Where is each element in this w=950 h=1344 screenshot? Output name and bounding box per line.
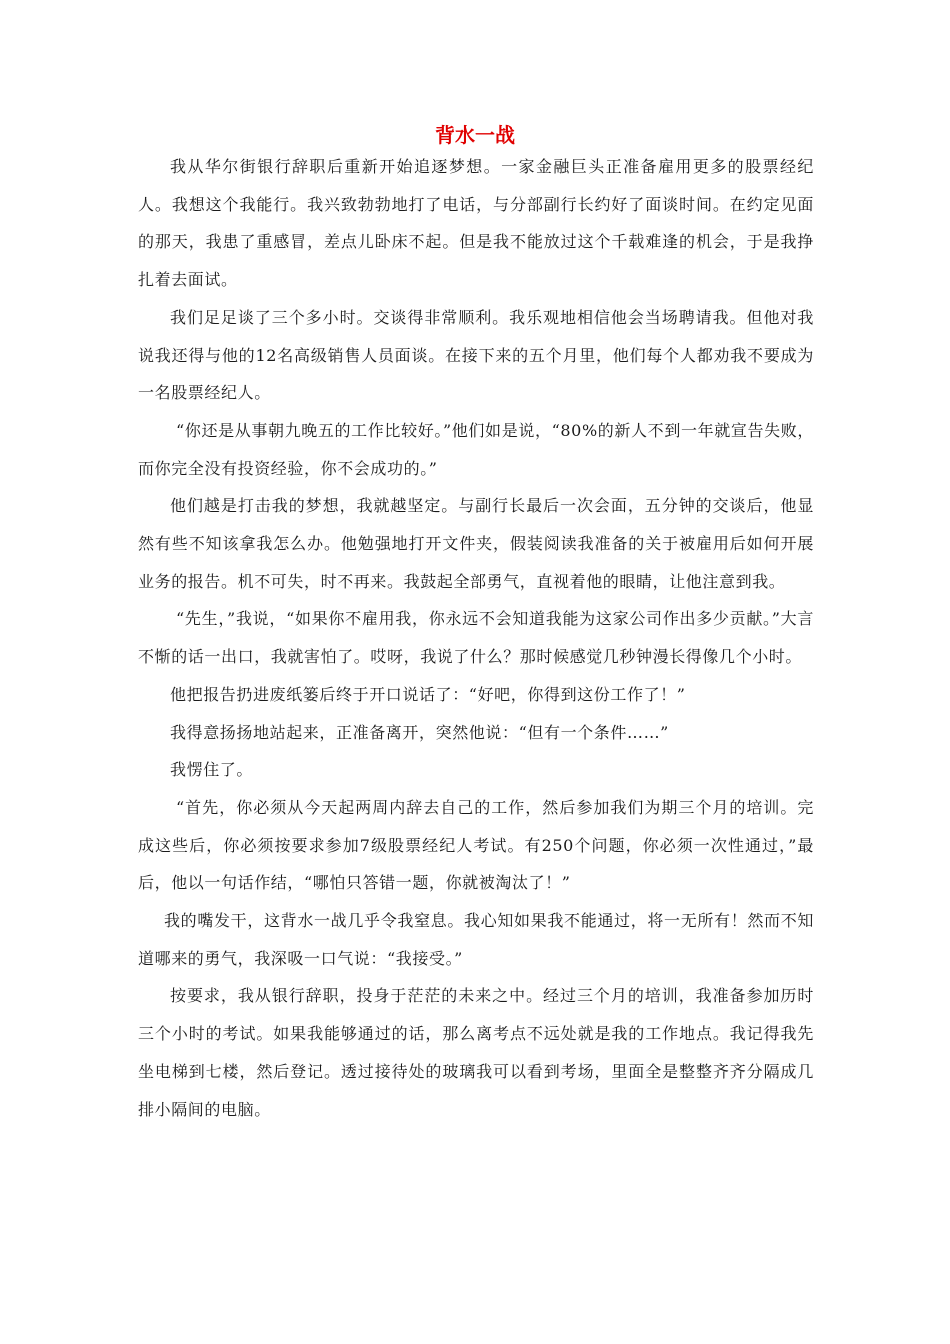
paragraph: “先生，”我说，“如果你不雇用我，你永远不会知道我能为这家公司作出多少贡献。”大言不惭的话一出口，我就害怕了。哎呀，我说了什么？那时候感觉几秒钟漫长得像几个小时。 [138, 609, 814, 667]
paragraph: 按要求，我从银行辞职，投身于茫茫的未来之中。经过三个月的培训，我准备参加历时三个小时的考试。如果我能够通过的话，那么离考点不远处就是我的工作地点。我记得我先坐电梯到七楼，然后登记。透过接待处的玻璃我可以看到考场，里面全是整整齐齐分隔成几排小隔间的电脑。 [138, 986, 814, 1119]
paragraph: 他们越是打击我的梦想，我就越坚定。与副行长最后一次会面，五分钟的交谈后，他显然有些不知该拿我怎么办。他勉强地打开文件夹，假装阅读我准备的关于被雇用后如何开展业务的报告。机不可失，时不再来。我鼓起全部勇气，直视着他的眼睛，让他注意到我。 [138, 496, 814, 591]
document-title: 背水一战 [435, 123, 515, 147]
paragraph: 我们足足谈了三个多小时。交谈得非常顺利。我乐观地相信他会当场聘请我。但他对我说我还得与他的12名高级销售人员面谈。在接下来的五个月里，他们每个人都劝我不要成为一名股票经纪人。 [138, 307, 814, 403]
paragraph: “首先，你必须从今天起两周内辞去自己的工作，然后参加我们为期三个月的培训。完成这些后，你必须按要求参加7级股票经纪人考试。有250个问题，你必须一次性通过，”最后，他以一句话作结，“哪怕只答错一题，你就被淘汰了！” [138, 797, 814, 893]
paragraph: 他把报告扔进废纸篓后终于开口说话了：“好吧，你得到这份工作了！” [170, 684, 686, 704]
paragraph: 我的嘴发干，这背水一战几乎令我窒息。我心知如果我不能通过，将一无所有！然而不知道哪来的勇气，我深吸一口气说：“我接受。” [138, 911, 814, 968]
paragraph: 我愣住了。 [170, 760, 254, 780]
paragraph: 我得意扬扬地站起来，正准备离开，突然他说：“但有一个条件……” [170, 722, 669, 742]
paragraph: 我从华尔街银行辞职后重新开始追逐梦想。一家金融巨头正准备雇用更多的股票经纪人。我想这个我能行。我兴致勃勃地打了电话，与分部副行长约好了面谈时间。在约定见面的那天，我患了重感冒，差点儿卧床不起。但是我不能放过这个千载难逢的机会，于是我挣扎着去面试。 [138, 157, 814, 290]
paragraph: “你还是从事朝九晚五的工作比较好。”他们如是说，“80%的新人不到一年就宣告失败，而你完全没有投资经验，你不会成功的。” [138, 420, 814, 478]
document-body [138, 148, 814, 1128]
